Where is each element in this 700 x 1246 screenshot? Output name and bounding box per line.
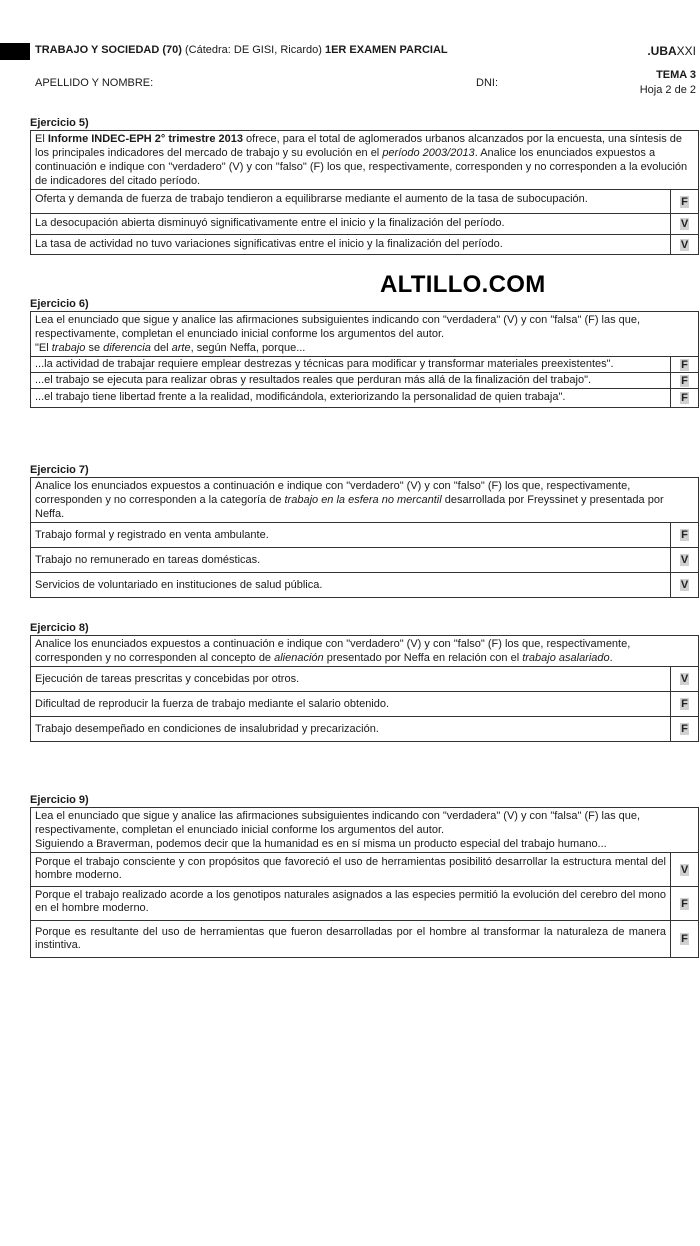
answer-mark: V xyxy=(680,554,689,566)
statement-text: Trabajo desempeñado en condiciones de insalubridad y precarización. xyxy=(31,717,671,741)
black-tab-mark xyxy=(0,43,30,60)
answer-cell[interactable] xyxy=(671,523,698,547)
answer-cell[interactable] xyxy=(671,692,698,716)
exercise-title: Ejercicio 9) xyxy=(30,794,89,806)
statement-text: Porque el trabajo consciente y con propósitos que favoreció el uso de herramientas posibilitó desarrollar la estructura mental del hombre moderno. xyxy=(31,853,671,886)
statement-text: ...el trabajo tiene libertad frente a la realidad, modificándola, exteriorizando la personalidad de quien trabaja". xyxy=(31,389,671,407)
dni-label: DNI: xyxy=(476,77,498,89)
answer-mark: V xyxy=(680,579,689,591)
exercise-title: Ejercicio 5) xyxy=(30,117,89,129)
exercise-intro: Lea el enunciado que sigue y analice las afirmaciones subsiguientes indicando con "verdadera" (V) y con "falsa" (F) las que, respectivamente, completan el enunciado inicial conforme los argumentos del autor. Siguiendo a Braverman, podemos decir que la humanidad es en sí misma un producto especial del trabajo humano... xyxy=(35,810,641,850)
answer-cell[interactable] xyxy=(671,389,698,407)
name-label: APELLIDO Y NOMBRE: xyxy=(35,77,154,89)
answer-cell[interactable] xyxy=(671,214,698,234)
answer-cell[interactable] xyxy=(671,921,698,957)
answer-mark: F xyxy=(681,897,688,910)
statement-text: ...la actividad de trabajar requiere emplear destrezas y técnicas para modificar y transformar materiales preexistentes". xyxy=(31,357,671,372)
answer-cell[interactable] xyxy=(671,573,698,597)
statement-text: Ejecución de tareas prescritas y concebidas por otros. xyxy=(31,667,671,691)
exercise-title: Ejercicio 8) xyxy=(30,622,89,634)
exercise-intro: Analice los enunciados expuestos a continuación e indique con "verdadero" (V) y con "falso" (F) los que, respectivamente, corresponden y no corresponden a la categoría de trabajo en la esfera no mercantil desarrollada por Freyssinet y presentada por Neffa. xyxy=(35,480,664,520)
statement-row xyxy=(31,572,698,597)
hoja-label: Hoja 2 de 2 xyxy=(639,84,696,96)
statement-row xyxy=(31,234,698,254)
answer-mark: F xyxy=(681,374,688,387)
exercise-title: Ejercicio 7) xyxy=(30,464,89,476)
statement-text: ...el trabajo se ejecuta para realizar obras y resultados reales que perduran más allá de la finalización del trabajo". xyxy=(31,373,671,388)
answer-mark: F xyxy=(681,933,688,945)
statement-text: Oferta y demanda de fuerza de trabajo tendieron a equilibrarse mediante el aumento de la tasa de subocupación. xyxy=(31,190,671,213)
exercise-title: Ejercicio 6) xyxy=(30,298,89,310)
exercise-7 xyxy=(30,464,699,598)
uba-xxi-logo xyxy=(647,44,696,58)
chair-name: (Cátedra: DE GISI, Ricardo) xyxy=(184,44,322,56)
tema-block xyxy=(640,68,696,98)
answer-mark: F xyxy=(681,529,688,541)
exercise-box xyxy=(30,807,699,958)
statement-row xyxy=(31,852,698,886)
exercise-box xyxy=(30,311,699,408)
altillo-watermark: ALTILLO.COM xyxy=(380,271,546,298)
course-name: TRABAJO Y SOCIEDAD (70) xyxy=(35,44,182,56)
exercise-intro: El Informe INDEC-EPH 2° trimestre 2013 ofrece, para el total de aglomerados urbanos alcanzados por la encuesta, una síntesis de los principales indicadores del mercado de trabajo y su evolución en el período 2003/2013. Analice los enunciados expuestos a continuación e indique con "verdadero" (V) y con "falso" (F) los que, respectivamente, corresponden y no corresponden a la evolución de indicadores del citado período. xyxy=(35,133,688,187)
exercise-5 xyxy=(30,117,699,255)
answer-cell[interactable] xyxy=(671,190,698,213)
exercise-box xyxy=(30,635,699,742)
answer-cell[interactable] xyxy=(671,853,698,886)
statement-text: Trabajo no remunerado en tareas domésticas. xyxy=(31,548,671,572)
statement-row xyxy=(31,920,698,957)
exercise-intro: Lea el enunciado que sigue y analice las afirmaciones subsiguientes indicando con "verdadera" (V) y con "falsa" (F) las que, respectivamente, completan el enunciado inicial conforme los argumentos del autor. "El trabajo se diferencia del arte, según Neffa, porque... xyxy=(35,314,641,354)
answer-mark: V xyxy=(680,673,689,685)
exercise-box xyxy=(30,130,699,255)
statement-row xyxy=(31,716,698,741)
statement-row xyxy=(31,356,698,372)
answer-mark: V xyxy=(680,238,689,251)
answer-mark: F xyxy=(681,195,688,208)
statement-row xyxy=(31,691,698,716)
answer-cell[interactable] xyxy=(671,667,698,691)
answer-mark: V xyxy=(680,218,689,230)
statement-row xyxy=(31,372,698,388)
logo-rest: XXI xyxy=(676,44,696,58)
answer-cell[interactable] xyxy=(671,235,698,254)
answer-cell[interactable] xyxy=(671,887,698,920)
answer-cell[interactable] xyxy=(671,357,698,372)
statement-text: La desocupación abierta disminuyó significativamente entre el inicio y la finalización del período. xyxy=(31,214,671,234)
exercise-8 xyxy=(30,622,699,742)
exam-header xyxy=(35,44,448,56)
exam-name: 1ER EXAMEN PARCIAL xyxy=(324,44,448,56)
answer-cell[interactable] xyxy=(671,717,698,741)
statement-row xyxy=(31,388,698,407)
statement-text: Porque el trabajo realizado acorde a los genotipos naturales asignados a las especies permitió la evolución del cerebro del mono en el hombre moderno. xyxy=(31,887,671,920)
exercise-6 xyxy=(30,298,699,408)
statement-text: La tasa de actividad no tuvo variaciones significativas entre el inicio y la finalización del período. xyxy=(31,235,671,254)
answer-cell[interactable] xyxy=(671,373,698,388)
statement-row xyxy=(31,547,698,572)
statement-row xyxy=(31,213,698,234)
logo-bold: .UBA xyxy=(647,44,677,58)
statement-row xyxy=(31,522,698,547)
answer-mark: V xyxy=(680,863,689,876)
answer-mark: F xyxy=(681,698,688,710)
answer-mark: F xyxy=(681,723,688,735)
statement-text: Trabajo formal y registrado en venta ambulante. xyxy=(31,523,671,547)
exercise-intro: Analice los enunciados expuestos a continuación e indique con "verdadero" (V) y con "falso" (F) los que, respectivamente, corresponden y no corresponden al concepto de alienación presentado por Neffa en relación con el trabajo asalariado. xyxy=(35,638,631,664)
statement-text: Servicios de voluntariado en instituciones de salud pública. xyxy=(31,573,671,597)
statement-row xyxy=(31,886,698,920)
exercise-9 xyxy=(30,794,699,958)
answer-mark: F xyxy=(681,358,688,371)
statement-row xyxy=(31,189,698,213)
statement-text: Porque es resultante del uso de herramientas que fueron desarrolladas por el hombre al transformar la naturaleza de manera instintiva. xyxy=(31,921,671,957)
answer-mark: F xyxy=(681,392,688,404)
tema-label: TEMA 3 xyxy=(656,69,696,81)
statement-row xyxy=(31,666,698,691)
exercise-box xyxy=(30,477,699,598)
answer-cell[interactable] xyxy=(671,548,698,572)
statement-text: Dificultad de reproducir la fuerza de trabajo mediante el salario obtenido. xyxy=(31,692,671,716)
